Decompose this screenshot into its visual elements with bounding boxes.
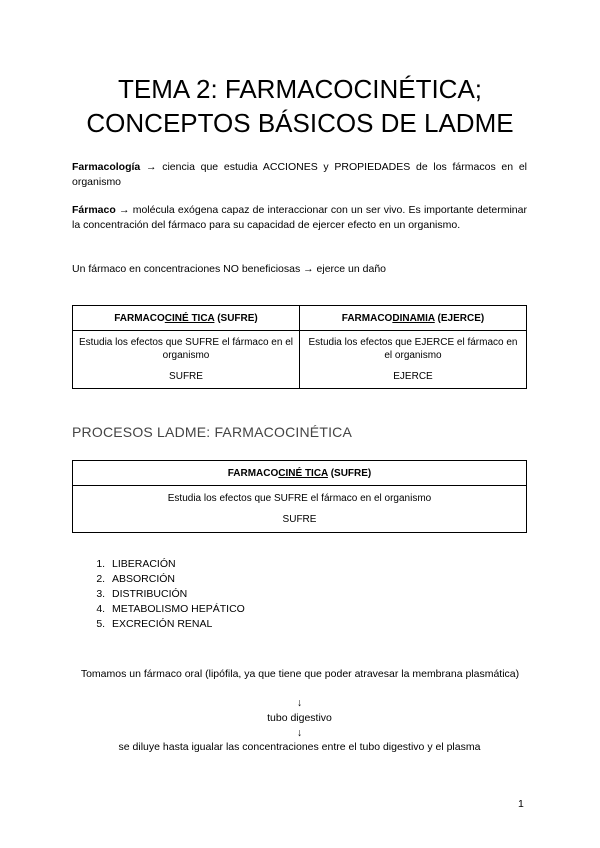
section-heading: PROCESOS LADME: FARMACOCINÉTICA xyxy=(72,424,353,440)
comparison-table xyxy=(72,305,527,389)
cell-description: Estudia los efectos que SUFRE el fármaco en el organismo xyxy=(79,337,293,361)
ladme-steps-list xyxy=(72,557,245,632)
cell-keyword: SUFRE xyxy=(169,371,203,382)
flow-step-3: se diluye hasta igualar las concentraciones entre el tubo digestivo y el plasma xyxy=(118,741,481,753)
flow-arrow-2: ↓ xyxy=(296,727,303,739)
note-paragraph: Un fármaco en concentraciones NO beneficiosas → ejerce un daño xyxy=(72,263,387,275)
header-farmacocinetica: FARMACOCINÉ TICA (SUFRE) xyxy=(73,306,300,331)
title-line-2: CONCEPTOS BÁSICOS DE LADME xyxy=(86,108,514,138)
list-item: 2. ABSORCIÓN xyxy=(108,572,245,587)
table-row xyxy=(73,331,527,389)
definition-farmaco xyxy=(72,203,527,232)
page-number: 1 xyxy=(518,798,524,810)
cell-farmacodinamia xyxy=(300,331,527,389)
title-line-1: TEMA 2: FARMACOCINÉTICA; xyxy=(117,74,483,104)
flow-step-1: Tomamos un fármaco oral (lipófila, ya que tiene que poder atravesar la membrana plasmática) xyxy=(80,668,520,680)
cell-description: Estudia los efectos que SUFRE el fármaco en el organismo xyxy=(167,493,432,504)
table-header-row xyxy=(73,461,527,486)
definition-text: → ciencia que estudia ACCIONES y PROPIEDADES de los fármacos en el organismo xyxy=(72,161,527,188)
cell-farmacocinetica xyxy=(73,331,300,389)
cell-keyword: SUFRE xyxy=(282,514,317,525)
table-header-row xyxy=(73,306,527,331)
flow-arrow-1: ↓ xyxy=(296,697,303,709)
farmacocinetica-table xyxy=(72,460,527,533)
definition-term: Farmacología xyxy=(72,161,141,173)
cell-keyword: EJERCE xyxy=(393,371,433,382)
list-item: 4. METABOLISMO HEPÁTICO xyxy=(108,602,245,617)
list-item: 5. EXCRECIÓN RENAL xyxy=(108,617,245,632)
definition-term: Fármaco xyxy=(72,204,116,216)
flow-step-2: tubo digestivo xyxy=(267,712,332,724)
cell-farmacocinetica xyxy=(73,486,527,533)
header-farmacocinetica: FARMACOCINÉ TICA (SUFRE) xyxy=(73,461,527,486)
header-farmacodinamia: FARMACODINAMIA (EJERCE) xyxy=(300,306,527,331)
definition-farmacologia xyxy=(72,160,527,189)
list-item: 3. DISTRIBUCIÓN xyxy=(108,587,245,602)
page-title xyxy=(0,72,600,140)
cell-description: Estudia los efectos que EJERCE el fármaco en el organismo xyxy=(308,337,518,361)
definition-text: → molécula exógena capaz de interaccionar con un ser vivo. Es importante determinar la concentración del fármaco para su capacidad de ejercer efecto en un organismo. xyxy=(72,204,527,231)
table-row xyxy=(73,486,527,533)
list-item: 1. LIBERACIÓN xyxy=(108,557,245,572)
